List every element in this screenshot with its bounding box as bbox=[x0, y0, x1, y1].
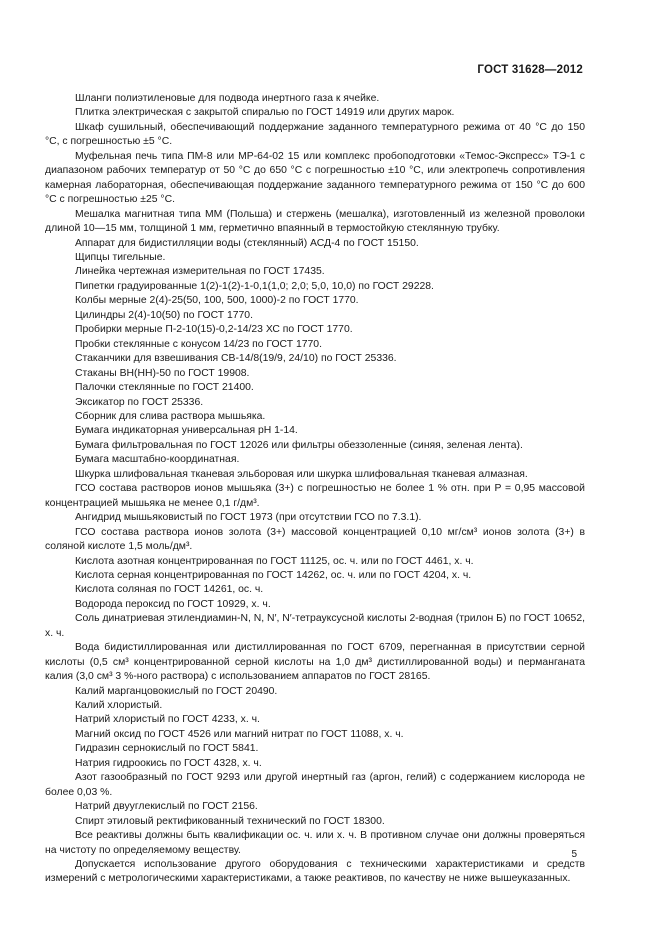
body-paragraph: Гидразин сернокислый по ГОСТ 5841. bbox=[75, 743, 259, 755]
body-paragraph: Бумага индикаторная универсальная pH 1-14. bbox=[75, 425, 298, 437]
body-paragraph: Азот газообразный по ГОСТ 9293 или другой инертный газ (аргон, гелий) с содержанием кислорода не более 0,03 %. bbox=[45, 772, 585, 798]
body-paragraph: Калий марганцовокислый по ГОСТ 20490. bbox=[75, 685, 278, 697]
body-paragraph: Натрия гидроокись по ГОСТ 4328, х. ч. bbox=[75, 757, 262, 769]
body-paragraph: Мешалка магнитная типа ММ (Польша) и стержень (мешалка), изготовленный из железной проволоки длиной 10—15 мм, толщиной 1 мм, герметично впаянный в термостойкую стеклянную трубку. bbox=[45, 208, 585, 235]
body-paragraph: Пробки стеклянные с конусом 14/23 по ГОСТ 1770. bbox=[75, 338, 322, 350]
body-paragraph: ГСО состава раствора ионов золота (3+) массовой концентрацией 0,10 мг/см³ ионов золота (3+) в соляной кислоте 1,5 моль/дм³. bbox=[45, 526, 585, 553]
document-body bbox=[45, 92, 585, 887]
body-paragraph: Стаканы ВН(НН)-50 по ГОСТ 19908. bbox=[75, 367, 250, 379]
body-paragraph: Цилиндры 2(4)-10(50) по ГОСТ 1770. bbox=[75, 309, 253, 321]
body-paragraph: Шкаф сушильный, обеспечивающий поддержание заданного температурного режима от 40 °С до 150 °С, с погрешностью ±5 °С. bbox=[45, 121, 585, 148]
body-paragraph: Бумага масштабно-координатная. bbox=[75, 454, 240, 466]
body-paragraph: Ангидрид мышьяковистый по ГОСТ 1973 (при отсутствии ГСО по 7.3.1). bbox=[75, 512, 422, 524]
body-paragraph: Калий хлористый. bbox=[75, 700, 163, 712]
body-paragraph: Соль динатриевая этилендиамин-N, N, N′, N′-тетрауксусной кислоты 2-водная (трилон Б) по ГОСТ 10652, х. ч. bbox=[45, 613, 585, 639]
body-paragraph: Колбы мерные 2(4)-25(50, 100, 500, 1000)-2 по ГОСТ 1770. bbox=[75, 295, 359, 307]
body-paragraph: Пробирки мерные П-2-10(15)-0,2-14/23 ХС по ГОСТ 1770. bbox=[75, 324, 353, 336]
page-number: 5 bbox=[571, 849, 577, 860]
body-paragraph: Сборник для слива раствора мышьяка. bbox=[75, 410, 266, 422]
standard-designation: ГОСТ 31628—2012 bbox=[477, 64, 583, 76]
body-paragraph: Щипцы тигельные. bbox=[75, 251, 166, 263]
body-paragraph: Кислота азотная концентрированная по ГОСТ 11125, ос. ч. или по ГОСТ 4461, х. ч. bbox=[75, 555, 474, 567]
body-paragraph: Стаканчики для взвешивания СВ-14/8(19/9, 24/10) по ГОСТ 25336. bbox=[75, 353, 397, 365]
body-paragraph: Кислота соляная по ГОСТ 14261, ос. ч. bbox=[75, 584, 264, 596]
body-paragraph: Кислота серная концентрированная по ГОСТ 14262, ос. ч. или по ГОСТ 4204, х. ч. bbox=[75, 569, 472, 581]
body-paragraph: Натрий двууглекислый по ГОСТ 2156. bbox=[75, 801, 258, 813]
body-paragraph: Спирт этиловый ректификованный технический по ГОСТ 18300. bbox=[75, 815, 385, 827]
body-paragraph: Натрий хлористый по ГОСТ 4233, х. ч. bbox=[75, 714, 260, 726]
body-paragraph: Плитка электрическая с закрытой спиралью по ГОСТ 14919 или других марок. bbox=[75, 107, 455, 119]
body-paragraph: Допускается использование другого оборудования с техническими характеристиками и средств измерений с метрологическими характеристиками, а также реактивов, по качеству не ниже вышеуказанных. bbox=[45, 859, 585, 885]
body-paragraph: Вода бидистиллированная или дистиллированная по ГОСТ 6709, перегнанная в присутствии серной кислоты (0,5 см³ концентрированной серной кислоты на 1,0 дм³ дистиллированной воды) и перманганата калия (3,0 см³ 3 %-ного раствора) с использованием аппаратов по ГОСТ 28165. bbox=[45, 642, 585, 683]
body-paragraph: Шланги полиэтиленовые для подвода инертного газа к ячейке. bbox=[75, 93, 380, 104]
body-paragraph: Пипетки градуированные 1(2)-1(2)-1-0,1(1,0; 2,0; 5,0, 10,0) по ГОСТ 29228. bbox=[75, 280, 434, 292]
body-paragraph: Эксикатор по ГОСТ 25336. bbox=[75, 396, 204, 408]
body-paragraph: Бумага фильтровальная по ГОСТ 12026 или фильтры обеззоленные (синяя, зеленая лента). bbox=[75, 439, 523, 451]
body-paragraph: Палочки стеклянные по ГОСТ 21400. bbox=[75, 382, 254, 394]
body-paragraph: Водорода пероксид по ГОСТ 10929, х. ч. bbox=[75, 598, 271, 610]
body-paragraph: Аппарат для бидистилляции воды (стеклянный) АСД-4 по ГОСТ 15150. bbox=[75, 237, 419, 249]
body-paragraph: ГСО состава растворов ионов мышьяка (3+) с погрешностью не более 1 % отн. при P = 0,95 массовой концентрацией мышьяка не менее 0,1 г/дм³. bbox=[45, 483, 585, 509]
body-paragraph: Шкурка шлифовальная тканевая эльборовая или шкурка шлифовальная тканевая алмазная. bbox=[75, 468, 528, 480]
body-paragraph: Линейка чертежная измерительная по ГОСТ 17435. bbox=[75, 266, 325, 278]
body-paragraph: Магний оксид по ГОСТ 4526 или магний нитрат по ГОСТ 11088, х. ч. bbox=[75, 728, 404, 740]
body-paragraph: Муфельная печь типа ПМ-8 или МР-64-02 15 или комплекс пробоподготовки «Темос-Экспресс» ТЭ-1 с диапазоном рабочих температур от 50 °С до 650 °С с погрешностью ±10 °С, или электропечь сопротивления камерная лабораторная, обеспечивающая поддержание заданного температурного режима от 150 °С до 600 °С с погрешностью ±25 °С. bbox=[45, 150, 585, 206]
body-paragraph: Все реактивы должны быть квалификации ос. ч. или х. ч. В противном случае они должны проверяться на чистоту по определяемому веществу. bbox=[45, 830, 585, 856]
